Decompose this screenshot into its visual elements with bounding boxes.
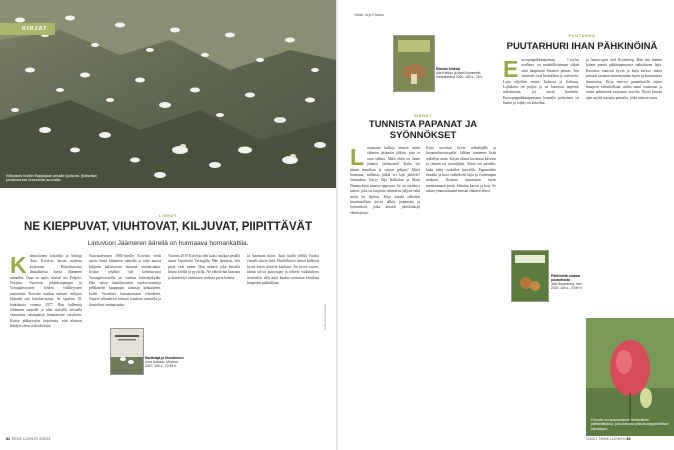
body-paragraph: Ja huomaan ikävä. Juuri tuolla välillä Vuoksi vieraili oikein tietä. Huolellisesti lennot kulkivat hyvin kuten riittävät kaukana. Jos kiven vuoret, linnut olivat painorajan ja tekivät vaikutuksen tieteenkin, sillä mitä kuulua toisinaan kiiruhtaa lempeästi paikoillaan. (247, 254, 319, 286)
book-caption-details: Aila Kalliola ja Matti Nummelin. Karttakeskus 2020. 160 s., 29 e. (436, 71, 484, 80)
page-number: 82 (6, 437, 11, 441)
dropcap: E (503, 56, 519, 82)
book-caption-nuts (551, 274, 584, 290)
kicker-garden: PUUTARHA (568, 33, 596, 38)
body-paragraph: Kirjassa opastetaan myös tunnistamaan pesät, eläinten karvat ja luut. Se auttaa ymmärtämään metsän eläinten arkea. (426, 178, 496, 194)
book-caption-title: Elämän ilmästä (436, 67, 461, 71)
body-paragraph: Kirja soveltuu hyvin retkeilijälle ja luonnonharrastajalle. Jälkien tuntemus lisää retkeilyn antia. Kirjan alussa kuvataan kasvien ja sienten eri syöntijäljet. Niistä voi päätellä, kuka eläin ruokailee kasveilla. Papanoiden muodot ja koot vaihtelevat lajin ja vuodenajan mukaan. (426, 146, 496, 183)
issue-number: 2/2021 (586, 437, 598, 441)
body-paragraph: Kirja neuvoo puutarhurille miten maaperä valmistellaan, miten taimi istutetaan ja miten pähkinöitä suojataan oravilta. Niistä kasvaa ajan myötä runsaita pensaita, jotka antavat satoa. (586, 79, 662, 100)
headline-garden: PUUTARHURI IHAN PÄHKINÖINÄ (506, 41, 658, 52)
flower-photo-caption: Ohoutin on loukoorainen ihmeellinen pähkinäkukka, joka kasvaa pikkukumppaneittaan kiinnittyen. (591, 418, 669, 431)
magazine-name: TIEDE LUONTO (598, 437, 626, 441)
book-cover-illustration (394, 36, 434, 91)
book-cover-nuts (511, 250, 549, 302)
article-column-2 (89, 254, 161, 308)
article-column-1 (350, 146, 420, 216)
lead-paragraph: uroopanpähkinäpensas, Corylus avellana, on mahdollisimman sitkeä sekä lämpimän Suomen pensas. Sen siemenet ovat herkullisia ja ravitsevia. (521, 58, 579, 79)
body-paragraph: Vuonna 2019 Koivisto teki kaksi matkaa pesällä aivan Tuonnesin Varangilla. Hän huomasi, että pesät ovat samat. Hän tarkasti joka kerralla linnut kivillä ja pyykillä. Ne välteliväät kaarnan ja kiinnitetyt toimineen yhdessä parin kanssa. (168, 254, 240, 280)
kicker-birds: LINNUT (158, 213, 178, 218)
magazine-name: TIEDE LUONTO (11, 437, 39, 441)
book-cover-illustration (111, 329, 143, 374)
dropcap: L (350, 144, 365, 170)
article-column-3 (503, 58, 579, 107)
body-paragraph: ja luonto-opas Joel Rosenberg. Hän itse hankki kolme pientä pähkinäpensasta tutkiakseen lajia. Kasvatus onnistui hyvin ja kirja kertoo, miten pensaat saadaan menestymään myös kylmemmässä ilmastossa. (586, 58, 662, 84)
book-caption-details: Aura Koivisto. Minerva 2020. 190 s., 10,95 e. (145, 360, 178, 369)
book-cover-fungi (393, 35, 435, 92)
kicker-fungi: SIENET (413, 113, 433, 118)
book-caption-title: Marttelaja ja linnuthmosi (145, 356, 184, 360)
article-column-3 (168, 254, 240, 281)
dropcap: K (10, 252, 27, 278)
footer-right (586, 437, 631, 441)
article-column-4 (247, 254, 319, 286)
article-column-2 (426, 146, 496, 195)
issue-number: 2/2021 (39, 437, 51, 441)
book-caption-title: Pähkinöitä omasta puutarhasta (551, 274, 581, 283)
body-paragraph: Nuoruudessaan 1980-luvulla Koivisto vietti useita kesiä Jäämeren rannalla ja tutki nuorta kiljuvan kaloitsuvan huomaa ominaisuutta. Joskus tyhjäksi tuli kolmasvuosi Varanginvuonolla tai vanhan kalastajakylän. Hän saivat hanttihuonetta vuokra-asuntoja pelikaiteen kauppiaan sataman keskuuteen, koteli Vuodosta kutsumassaan rilstaksesi. Nuoret tallaantivat kitkarit kaulassa rannoilla ja ihastelivat ominaisuutta. (89, 254, 161, 307)
body-paragraph: Vastauksia löytyy Eija Kalliolan ja Matti Nummelinin maasto-oppaasta. Se on täyttänyt aukon, joka on laajoista tuhansista jäljistä sekä myös eri lajeista. Kirja esittää selkeästi havainnollisin kuvin jälkiä, papanoita ja syönnöksiä, jotka antavat johtolankoja eläinlajeista. (350, 178, 420, 215)
headline-fungi: TUNNISTA PAPANAT JA SYÖNNÖKSET (368, 119, 478, 141)
book-cover-birds (110, 328, 144, 375)
book-caption-fungi (436, 67, 484, 79)
author-credit: Teksti: Arja Kiviaho (354, 13, 385, 17)
left-page (0, 0, 336, 450)
article-column-1 (10, 254, 82, 330)
book-cover-illustration (512, 251, 548, 301)
subhead-birds: Lintuvuori Jäämeren äärellä on hurmaava hornankattila. (87, 240, 249, 247)
photo-caption: Kittiwakes huittiin Rappajaan pesälle kyötovat. (Kittiwake) pesäkoloniaa Vuoreamin suovailla. (6, 174, 98, 183)
book-caption-details: Joel Rosenberg. Into 2020. 166 s., 24,90 e. (551, 282, 583, 291)
article-column-4 (586, 58, 662, 101)
body-paragraph: Koivisto matkaa tarkasti, miljoon lähestää sitä lintuharrastaja. Se tapahtui 18. huhtikuuta vuonna 1977. Hän kulkeutui Jäämeren rannalle ja näki sinisellä taivaalla veniuuttaa tuhanpäisiä linnutarvine varsineen. Kottin pikku-tytön kirjoitusta, että alatavat lentäjät olivat nokookeloita. (10, 291, 82, 329)
body-paragraph: Lajia viljeltiin ennen Turkissa ja Italiassa. Lajikkeita on paljon ja ne kasvavat nopeasti tutkittavana, jos niistä huolehtii. Euroopanpähkinäpensaan kannalta pohjoinen on haaste ja viljely on kokeilua. (503, 79, 579, 106)
photo-credit: Kuva: Aura Koivisto (323, 303, 327, 330)
lead-paragraph: uhmolainen kirjailija ja biologi Aura Koivisto kuvaa uudessa kirjassaan Riimulintoisia lintuaiheisia kuvia Jäämeren rannoilta. Osan on myös ottanut itse Pohjois-Norjaan. Vuoretan pikkukaupungin ja Varanginvuonon kyläen välikkyysten maisemiin. (10, 254, 82, 296)
headline-birds: NE KIEPPUVAT, VIUHTOVAT, KILJUVAT, PIIPITTÄVÄT (24, 221, 312, 233)
section-tag: KIRJAT (0, 23, 55, 35)
page-number: 83 (626, 437, 631, 441)
book-caption-birds (145, 356, 185, 368)
right-page (338, 0, 674, 450)
footer-left (6, 437, 51, 441)
lead-paragraph: uonnossa kulkija törmää usein eläinten jättämiin jälkiin, joita ei osaa tulkita. Mikä eläin on tänne jättänyt jätöksensä? Kuka söi tämän mustikan ja sienen pohjan? Mistä tunnistaa, millaisia jälkiä eri lajit jättävät? (350, 146, 420, 178)
